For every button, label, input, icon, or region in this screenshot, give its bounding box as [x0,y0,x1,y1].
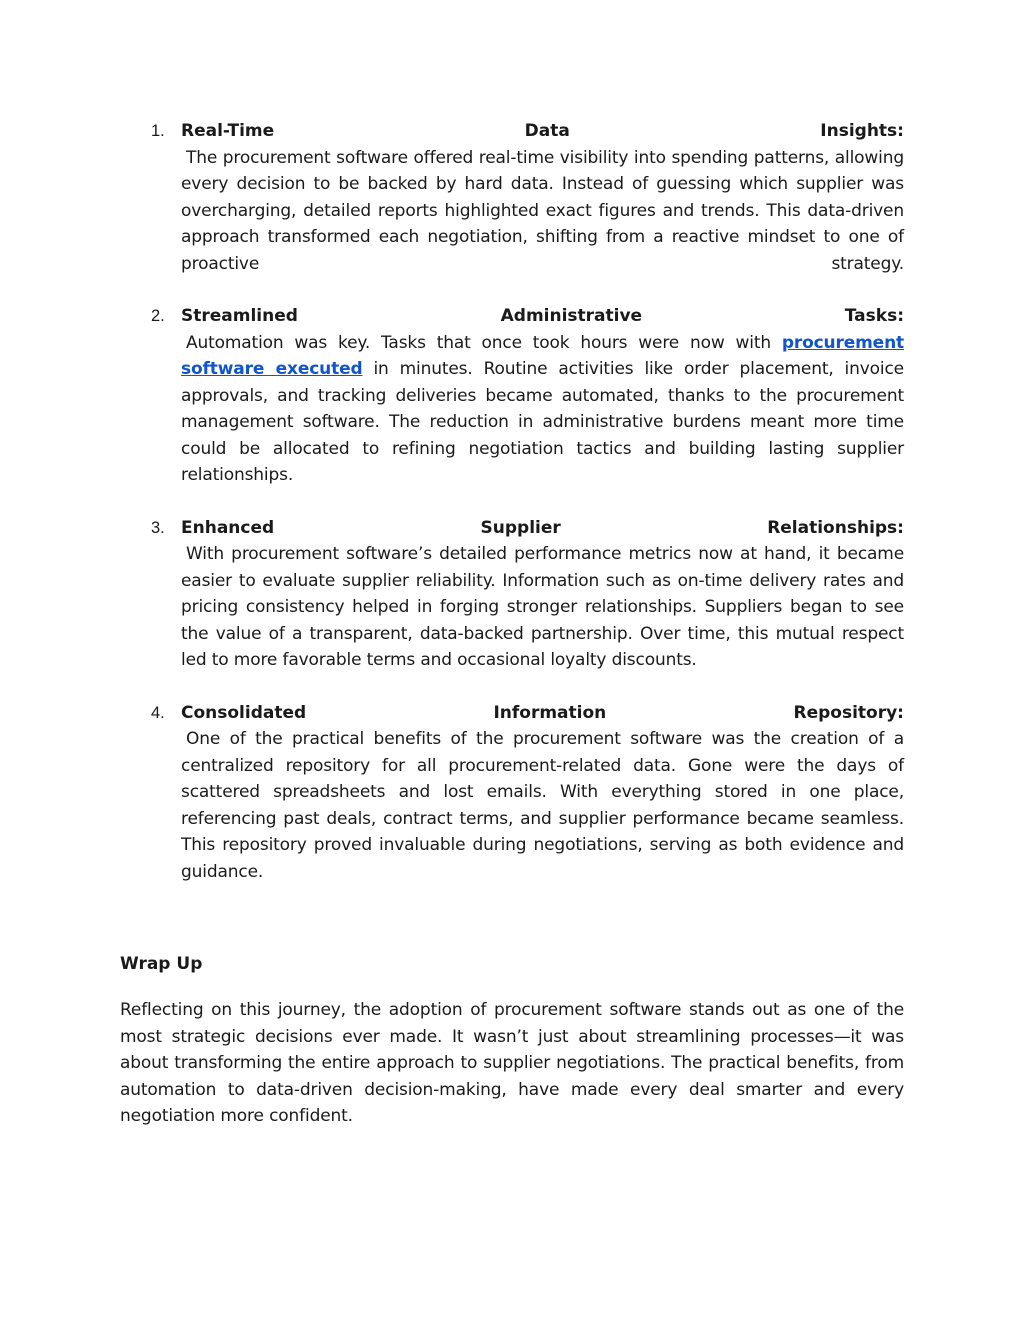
list-item-heading [181,515,904,542]
heading-word: Enhanced [181,517,275,538]
heading-word: Supplier [480,517,561,538]
list-item-heading [181,118,904,145]
list-item-heading [181,700,904,727]
list-item-body-text: in minutes. Routine activities like order placement, invoice approvals, and tracking deliveries became automated, thanks to the procurement management software. The reduction in administrative burdens meant more time could be allocated to refining negotiation tactics and building lasting supplier relationships. [181,359,904,486]
heading-word: Real-Time [181,121,275,141]
list-item-heading [181,303,904,330]
procurement-software-link[interactable]: procurement software executed [181,332,904,380]
wrap-up-paragraph: Reflecting on this journey, the adoption of procurement software stands out as one of the most strategic decisions ever made. It wasn’t just about streamlining processes—it was about transforming the entire approach to supplier negotiations. The practical benefits, from automation to data-driven decision-making, have made every deal smarter and every negotiation more confident. [120,1000,904,1126]
list-item-number: 4. [151,703,165,722]
list-item-number: 1. [151,122,165,140]
benefits-list [120,118,904,911]
heading-word: Information [493,702,607,723]
heading-word: Consolidated [181,702,307,723]
list-item-body-text: With procurement software’s detailed performance metrics now at hand, it became easier to evaluate supplier reliability. Information such as on-time delivery rates and pricing consistency helped in forging stronger relationships. Suppliers began to see the value of a transparent, data-backed partnership. Over time, this mutual respect led to more favorable terms and occasional loyalty discounts. [181,544,904,671]
list-item-body [181,541,904,674]
list-item-body-text: The procurement software offered real-time visibility into spending patterns, allowing every decision to be backed by hard data. Instead of guessing which supplier was overcharging, detailed reports highlighted exact figures and trends. This data-driven approach transformed each negotiation, shifting from a reactive mindset to one of proactive strategy. [181,147,904,274]
list-item-number: 2. [151,307,165,326]
heading-word: Administrative [500,306,643,327]
list-item-body [181,330,904,489]
list-item-body-text: Automation was key. Tasks that once took hours were now with [186,332,782,353]
list-item-number: 3. [151,518,165,537]
list-item-body [181,145,904,278]
list-item [120,303,904,489]
heading-word: Streamlined [181,306,298,327]
heading-word: Insights: [820,121,904,141]
heading-word: Repository: [793,702,904,723]
heading-word: Tasks: [844,306,904,327]
list-item-body [181,726,904,885]
heading-word: Data [524,121,570,141]
list-item [120,700,904,886]
heading-word: Relationships: [767,517,904,538]
list-item-body-text: One of the practical benefits of the procurement software was the creation of a centralized repository for all procurement-related data. Gone were the days of scattered spreadsheets and lost emails. With everything stored in one place, referencing past deals, contract terms, and supplier performance became seamless. This repository proved invaluable during negotiations, serving as both evidence and guidance. [181,729,904,882]
wrap-up-heading: Wrap Up [120,954,203,974]
list-item [120,118,904,277]
list-item [120,515,904,674]
